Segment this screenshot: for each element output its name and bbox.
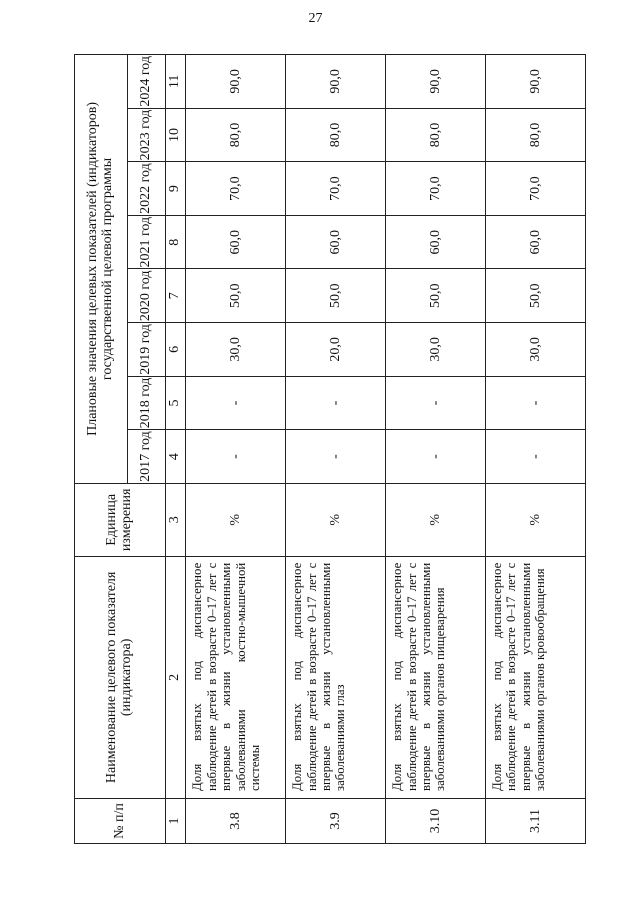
row-value: - bbox=[386, 430, 486, 484]
column-index: 5 bbox=[165, 376, 185, 430]
row-value: 70,0 bbox=[186, 162, 286, 216]
row-value: 50,0 bbox=[386, 269, 486, 323]
row-value: 80,0 bbox=[286, 108, 386, 162]
header-year bbox=[128, 215, 166, 269]
header-unit bbox=[75, 483, 166, 556]
row-value: 30,0 bbox=[186, 323, 286, 377]
header-year bbox=[128, 269, 166, 323]
year-label: 2019 год bbox=[138, 324, 154, 375]
row-value: - bbox=[386, 376, 486, 430]
column-index: 11 bbox=[165, 55, 185, 109]
column-index: 6 bbox=[165, 323, 185, 377]
row-value: 90,0 bbox=[186, 55, 286, 109]
row-name-text: Доля взятых под диспансерное наблюдение детей в возрасте 0–17 лет с впервые в жизни установленными заболеваниями органов кровообращения bbox=[490, 562, 548, 791]
row-value: - bbox=[186, 376, 286, 430]
row-value: 90,0 bbox=[286, 55, 386, 109]
column-index-row bbox=[165, 55, 185, 844]
row-value: 90,0 bbox=[486, 55, 586, 109]
row-value: - bbox=[286, 430, 386, 484]
row-number: 3.10 bbox=[386, 798, 486, 843]
row-value: 50,0 bbox=[286, 269, 386, 323]
column-index: 2 bbox=[165, 556, 185, 798]
row-value: - bbox=[486, 430, 586, 484]
header-row bbox=[75, 55, 128, 844]
row-number: 3.8 bbox=[186, 798, 286, 843]
row-unit: % bbox=[386, 483, 486, 556]
row-value: 60,0 bbox=[286, 215, 386, 269]
table-row bbox=[286, 55, 386, 844]
row-unit: % bbox=[186, 483, 286, 556]
row-value: 80,0 bbox=[486, 108, 586, 162]
row-number: 3.11 bbox=[486, 798, 586, 843]
header-name bbox=[75, 556, 166, 798]
page-number: 27 bbox=[308, 11, 323, 26]
row-value: 30,0 bbox=[486, 323, 586, 377]
header-planned-text: Плановые значения целевых показателей (индикаторов) государственной целевой программы bbox=[85, 101, 116, 436]
row-value: 50,0 bbox=[486, 269, 586, 323]
column-index: 7 bbox=[165, 269, 185, 323]
row-value: 20,0 bbox=[286, 323, 386, 377]
header-year bbox=[128, 376, 166, 430]
row-unit: % bbox=[286, 483, 386, 556]
row-value: 70,0 bbox=[386, 162, 486, 216]
row-name-text: Доля взятых под диспансерное наблюдение детей в возрасте 0–17 лет с впервые в жизни установленными заболеваниями глаз bbox=[290, 562, 348, 791]
row-value: 30,0 bbox=[386, 323, 486, 377]
header-num-text: № п/п bbox=[111, 803, 127, 839]
column-index: 9 bbox=[165, 162, 185, 216]
row-value: 60,0 bbox=[386, 215, 486, 269]
row-name bbox=[186, 556, 286, 798]
header-unit-text: Единица измерения bbox=[104, 488, 134, 552]
column-index: 4 bbox=[165, 430, 185, 484]
year-label: 2022 год bbox=[138, 163, 154, 214]
column-index: 3 bbox=[165, 483, 185, 556]
year-label: 2020 год bbox=[138, 270, 154, 322]
header-planned bbox=[75, 55, 128, 484]
row-value: 60,0 bbox=[486, 215, 586, 269]
row-name-text: Доля взятых под диспансерное наблюдение детей в возрасте 0–17 лет с впервые в жизни установленными заболеваниями органов пищеварения bbox=[390, 562, 448, 791]
header-name-text: Наименование целевого показателя (индикатора) bbox=[104, 571, 134, 784]
header-num bbox=[75, 798, 166, 843]
row-value: 80,0 bbox=[186, 108, 286, 162]
table-row bbox=[386, 55, 486, 844]
header-year bbox=[128, 55, 166, 109]
table-row bbox=[186, 55, 286, 844]
header-year bbox=[128, 430, 166, 484]
column-index: 10 bbox=[165, 108, 185, 162]
table-row bbox=[486, 55, 586, 844]
row-name bbox=[386, 556, 486, 798]
header-year bbox=[128, 323, 166, 377]
row-value: 70,0 bbox=[486, 162, 586, 216]
row-name bbox=[286, 556, 386, 798]
year-label: 2024 год bbox=[138, 56, 154, 107]
row-name bbox=[486, 556, 586, 798]
header-year bbox=[128, 162, 166, 216]
column-index: 1 bbox=[165, 798, 185, 843]
row-number: 3.9 bbox=[286, 798, 386, 843]
row-value: - bbox=[186, 430, 286, 484]
row-unit: % bbox=[486, 483, 586, 556]
landscape-table-wrapper bbox=[74, 54, 586, 844]
indicators-table bbox=[74, 54, 586, 844]
row-value: 70,0 bbox=[286, 162, 386, 216]
row-value: 60,0 bbox=[186, 215, 286, 269]
year-label: 2021 год bbox=[138, 216, 154, 268]
column-index: 8 bbox=[165, 215, 185, 269]
year-label: 2018 год bbox=[138, 377, 154, 429]
header-year bbox=[128, 108, 166, 162]
row-value: 50,0 bbox=[186, 269, 286, 323]
row-value: 90,0 bbox=[386, 55, 486, 109]
year-label: 2017 год bbox=[138, 431, 154, 482]
year-label: 2023 год bbox=[138, 109, 154, 161]
row-value: - bbox=[286, 376, 386, 430]
row-value: 80,0 bbox=[386, 108, 486, 162]
row-value: - bbox=[486, 376, 586, 430]
row-name-text: Доля взятых под диспансерное наблюдение детей в возрасте 0–17 лет с впервые в жизни установленными заболеваниями костно-мышечной системы bbox=[190, 562, 262, 791]
